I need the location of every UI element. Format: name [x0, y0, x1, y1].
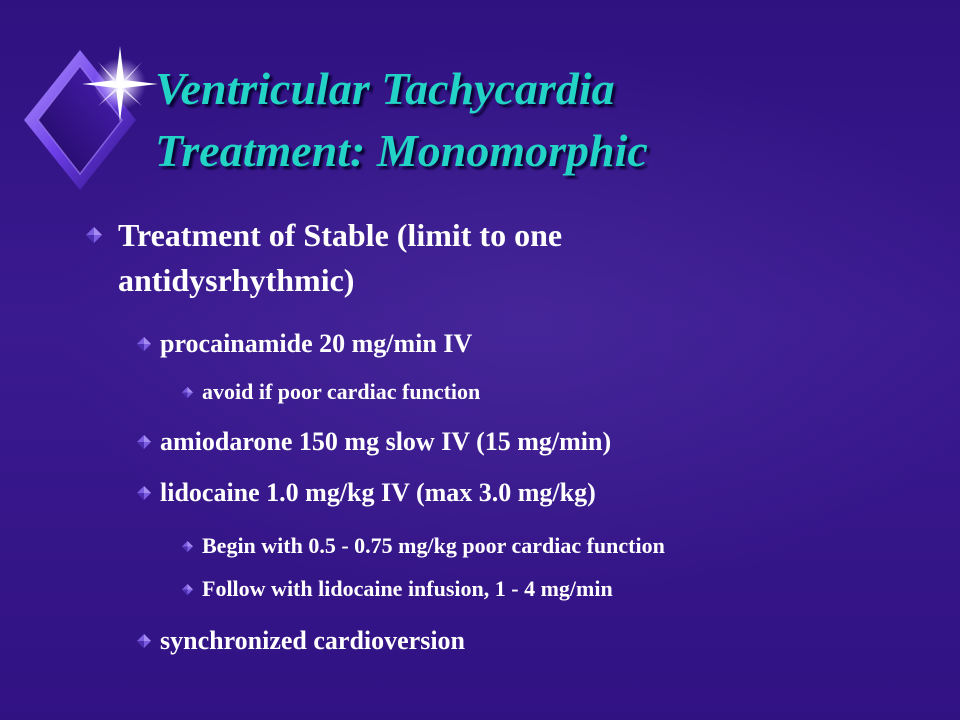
- bullet-stable-treatment-line-2: antidysrhythmic): [118, 262, 355, 298]
- diamond-bullet-icon: [137, 634, 151, 648]
- diamond-bullet-icon: [137, 435, 151, 449]
- bullet-amiodarone: amiodarone 150 mg slow IV (15 mg/min): [160, 427, 612, 456]
- diamond-bullet-icon: [182, 584, 193, 595]
- diamond-bullet-icon: [86, 227, 102, 243]
- diamond-bullet-icon: [137, 486, 151, 500]
- title-line-1: Ventricular Tachycardia: [155, 63, 615, 114]
- diamond-bullet-icon: [182, 541, 193, 552]
- diamond-bullet-icon: [137, 337, 151, 351]
- diamond-bullet-icon: [182, 387, 193, 398]
- bullet-stable-treatment-line-1: Treatment of Stable (limit to one: [118, 217, 563, 253]
- bullet-procainamide-note: avoid if poor cardiac function: [202, 379, 481, 404]
- bullet-lidocaine-note-2: Follow with lidocaine infusion, 1 - 4 mg/min: [202, 576, 613, 601]
- title-line-2: Treatment: Monomorphic: [155, 125, 648, 176]
- bullet-stable-treatment: [118, 213, 562, 303]
- bullet-procainamide: procainamide 20 mg/min IV: [160, 329, 473, 358]
- bullet-cardioversion: synchronized cardioversion: [160, 626, 466, 655]
- bullet-lidocaine: lidocaine 1.0 mg/kg IV (max 3.0 mg/kg): [160, 478, 596, 507]
- bullet-lidocaine-note-1: Begin with 0.5 - 0.75 mg/kg poor cardiac function: [202, 533, 665, 558]
